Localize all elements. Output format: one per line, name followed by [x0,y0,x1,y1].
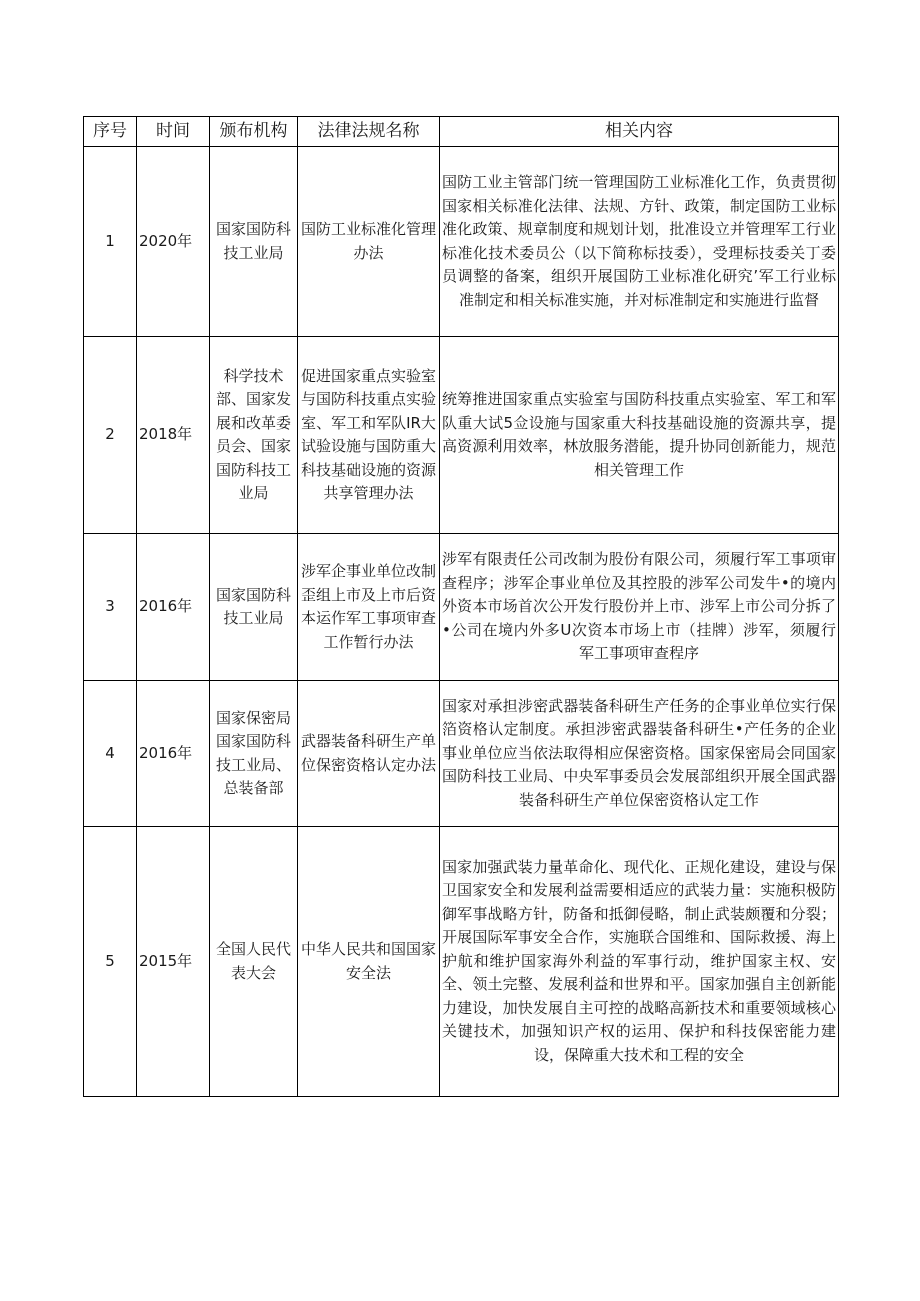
cell-issuer: 全国人民代表大会 [210,827,298,1097]
cell-law-name: 武器装备科研生产单位保密资格认定办法 [298,681,440,827]
table-row [84,337,839,534]
cell-content: 国家对承担涉密武器装备科研生产任务的企事业单位实行保箔资格认定制度。承担涉密武器装备科研生•产任务的企业事业单位应当依法取得相应保密资格。国家保密局会同国家国防科技工业局、中央军事委员会发展部组织开展全国武器装备科研生产单位保密资格认定工作 [440,681,839,827]
cell-serial: 5 [84,827,137,1097]
table-row [84,681,839,827]
table-row [84,534,839,681]
cell-time: 2015年 [137,827,210,1097]
cell-issuer: 国家国防科技工业局 [210,147,298,337]
table-row [84,147,839,337]
cell-issuer: 科学技术部、国家发展和改革委员会、国家国防科技工业局 [210,337,298,534]
cell-law-name: 中华人民共和国国家安全法 [298,827,440,1097]
cell-law-name: 涉军企事业单位改制歪组上市及上市后资本运作军工事项审查工作暂行办法 [298,534,440,681]
regulations-table [83,116,839,1097]
cell-serial: 1 [84,147,137,337]
header-law-name: 法律法规名称 [298,117,440,147]
header-row [84,117,839,147]
cell-content: 统筹推进国家重点实验室与国防科技重点实验室、军工和军队重大试5佥设施与国家重大科技基础设施的资源共享，提高资源利用效率，林放服务潜能，提升协同创新能力，规范相关管理工作 [440,337,839,534]
cell-serial: 3 [84,534,137,681]
header-time: 时间 [137,117,210,147]
cell-issuer: 国家保密局国家国防科技工业局、总装备部 [210,681,298,827]
cell-time: 2020年 [137,147,210,337]
cell-content: 涉军有限责任公司改制为股份有限公司，须履行军工事项审查程序；涉军企事业单位及其控股的涉军公司发牛•的境内外资本市场首次公开发行股份并上市、涉军上市公司分拆了•公司在境内外多U次资本市场上市（挂牌）涉军，须履行军工事项审查程序 [440,534,839,681]
cell-law-name: 国防工业标准化管理办法 [298,147,440,337]
cell-serial: 2 [84,337,137,534]
cell-time: 2016年 [137,681,210,827]
cell-law-name: 促进国家重点实验室与国防科技重点实验室、军工和军队IR大试验设施与国防重大科技基础设施的资源共享管理办法 [298,337,440,534]
cell-time: 2018年 [137,337,210,534]
cell-content: 国防工业主管部门统一管理国防工业标准化工作，负责贯彻国家相关标准化法律、法规、方针、政策，制定国防工业标准化政策、规章制度和规划计划，批准设立并管理军工行业标准化技术委员公（以下简称标技委），受理标技委关丁委员调整的备案，组织开展国防工业标准化研究’军工行业标准制定和相关标准实施，并对标准制定和实施进行监督 [440,147,839,337]
cell-content: 国家加强武装力量革命化、现代化、正规化建设，建设与保卫国家安全和发展利益需要相适应的武装力量：实施积极防御军事战略方针，防备和抵御侵略，制止武装颇覆和分裂；开展国际军事安全合作，实施联合国维和、国际救援、海上护航和维护国家海外利益的军事行动，维护国家主权、安全、领土完整、发展利益和世界和平。国家加强自主创新能力建设，加快发展自主可控的战略高新技术和重要领域核心关键技术，加强知识产权的运用、保护和科技保密能力建设，保障重大技术和工程的安全 [440,827,839,1097]
cell-issuer: 国家国防科技工业局 [210,534,298,681]
cell-serial: 4 [84,681,137,827]
table-row [84,827,839,1097]
cell-time: 2016年 [137,534,210,681]
header-issuer: 颁布机构 [210,117,298,147]
header-serial: 序号 [84,117,137,147]
header-content: 相关内容 [440,117,839,147]
